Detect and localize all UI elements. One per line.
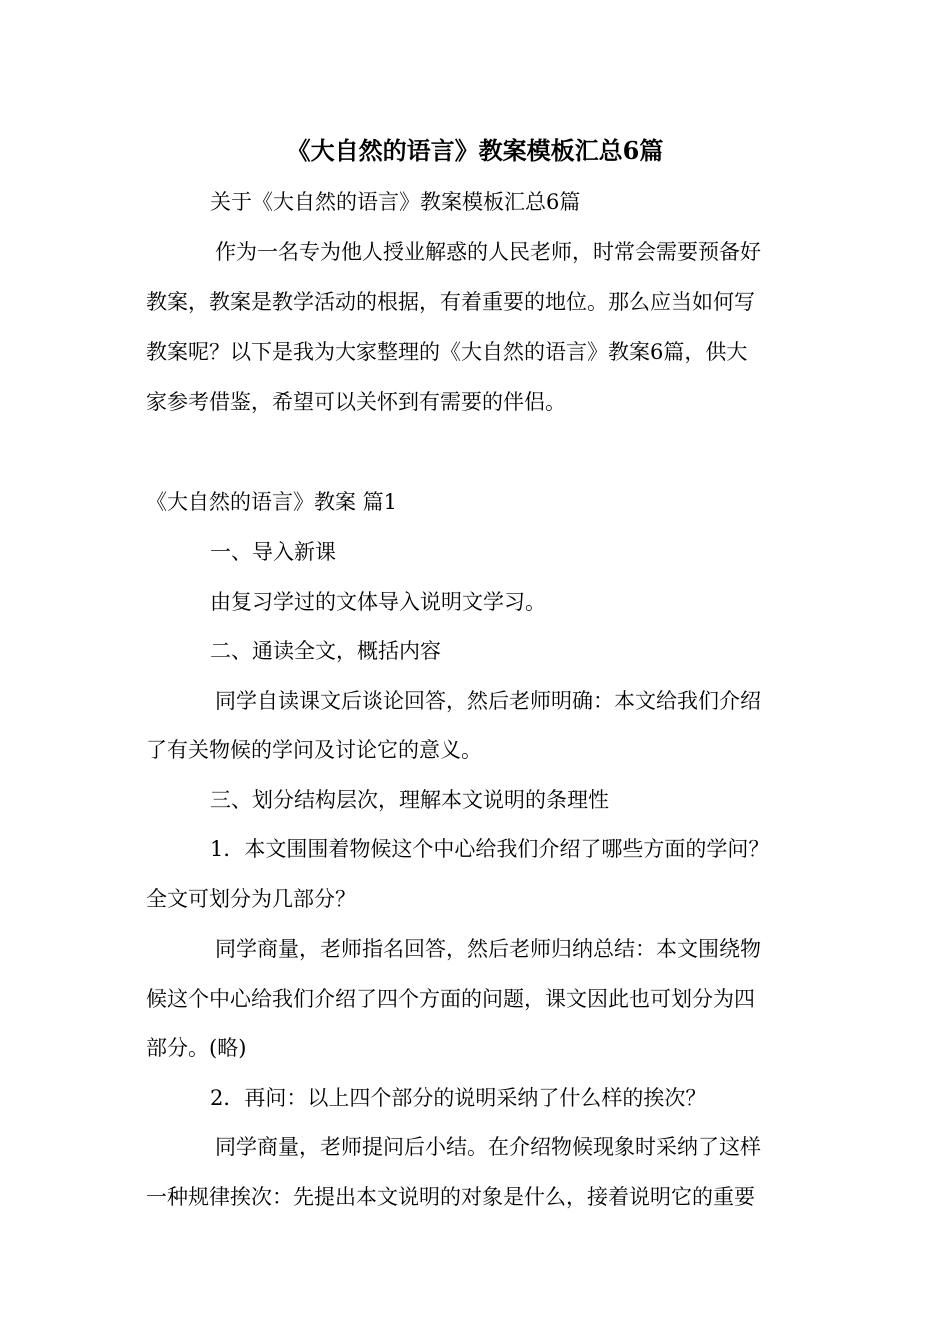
document-title: 《大自然的语言》教案模板汇总6篇	[286, 136, 664, 165]
paragraph-line: 同学自读课文后谈论回答，然后老师明确：本文给我们介绍	[215, 689, 761, 713]
paragraph-line: 了有关物候的学问及讨论它的意义。	[146, 738, 482, 762]
subtitle-line: 关于《大自然的语言》教案模板汇总6篇	[210, 190, 581, 214]
paragraph-line: 教案呢？以下是我为大家整理的《大自然的语言》教案6篇，供大	[146, 340, 748, 364]
paragraph-line: 同学商量，老师提问后小结。在介绍物候现象时采纳了这样	[215, 1135, 761, 1159]
paragraph-line: 部分。(略)	[146, 1036, 247, 1060]
paragraph-line: 全文可划分为几部分？	[146, 887, 356, 911]
section-heading: 《大自然的语言》教案 篇1	[146, 490, 398, 514]
paragraph-line: 二、通读全文，概括内容	[210, 639, 441, 663]
paragraph-line: 三、划分结构层次，理解本文说明的条理性	[210, 788, 609, 812]
paragraph-line: 家参考借鉴，希望可以关怀到有需要的伴侣。	[146, 390, 566, 414]
paragraph-line: 一、导入新课	[210, 540, 336, 564]
paragraph-line: 同学商量，老师指名回答，然后老师归纳总结：本文围绕物	[215, 937, 761, 961]
paragraph-line: 教案，教案是教学活动的根据，有着重要的地位。那么应当如何写	[146, 290, 755, 314]
paragraph-line: 一种规律挨次：先提出本文说明的对象是什么，接着说明它的重要	[146, 1185, 755, 1209]
paragraph-line: 作为一名专为他人授业解惑的人民老师，时常会需要预备好	[215, 240, 761, 264]
paragraph-line: 候这个中心给我们介绍了四个方面的问题，课文因此也可划分为四	[146, 987, 755, 1011]
paragraph-line: 2．再问：以上四个部分的说明采纳了什么样的挨次？	[210, 1086, 707, 1110]
paragraph-line: 由复习学过的文体导入说明文学习。	[210, 590, 546, 614]
paragraph-line: 1．本文围围着物候这个中心给我们介绍了哪些方面的学问？	[210, 837, 770, 861]
